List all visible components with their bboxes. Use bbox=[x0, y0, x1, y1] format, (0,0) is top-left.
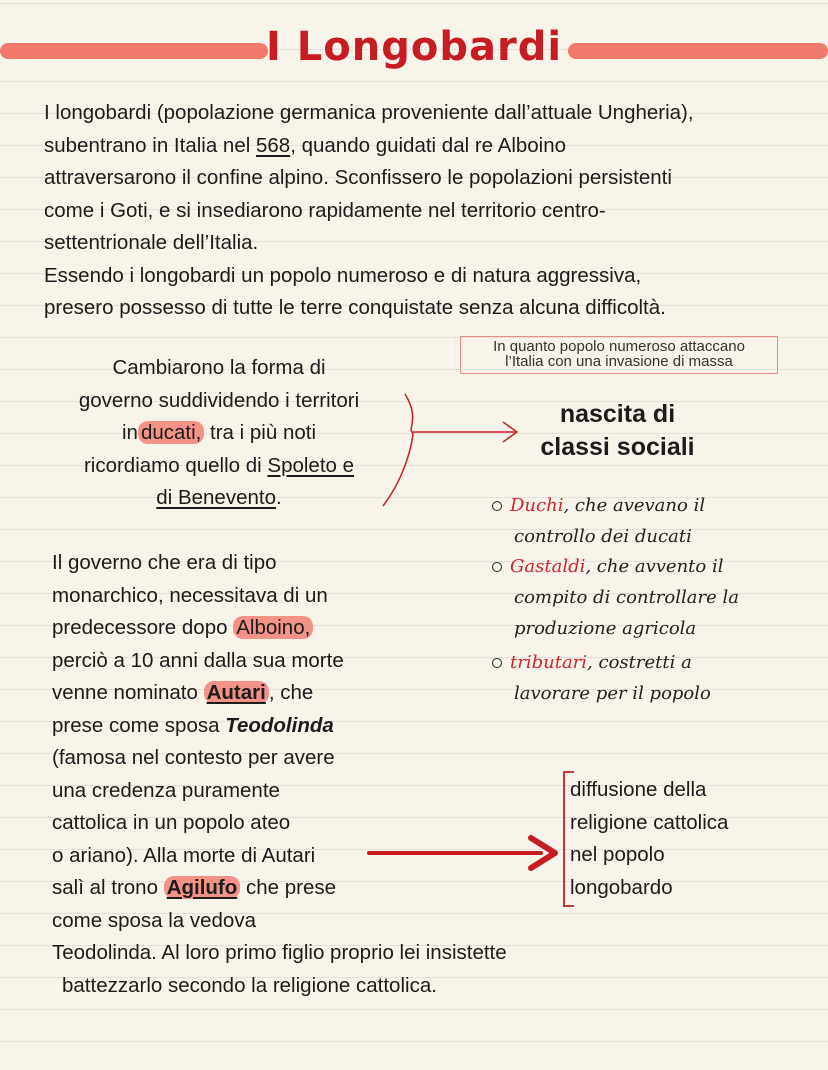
page-title: I Longobardi bbox=[265, 24, 563, 70]
story-line: come sposa la vedova bbox=[52, 908, 256, 932]
story-line: perciò a 10 anni dalla sua morte bbox=[52, 648, 344, 672]
bullet-circle-icon bbox=[492, 501, 502, 511]
note-line: l’Italia con una invasione di massa bbox=[505, 353, 733, 370]
intro-line: subentrano in Italia nel 568, quando guidati dal re Alboino bbox=[44, 133, 567, 157]
story-line: prese come sposa Teodolinda bbox=[52, 713, 334, 737]
class-item-duchi: Duchi, che avevano il controllo dei ducati bbox=[514, 490, 814, 552]
diffusione-block bbox=[570, 774, 810, 904]
story-line: una credenza puramente bbox=[52, 778, 280, 802]
story-line: Il governo che era di tipo bbox=[52, 551, 277, 574]
highlight-alboino: Alboino, bbox=[233, 616, 313, 639]
governo-line: di Benevento. bbox=[156, 486, 282, 509]
class-item-gastaldi: Gastaldi, che avvento il compito di controllare la produzione agricola bbox=[514, 551, 814, 644]
note-line: In quanto popolo numeroso attaccano bbox=[493, 338, 745, 355]
class-name: Gastaldi bbox=[510, 556, 586, 577]
diffusione-line: nel popolo bbox=[570, 843, 665, 866]
story-line: salì al trono Agilufo che prese bbox=[52, 876, 337, 899]
story-line: venne nominato Autari , che bbox=[52, 681, 314, 704]
intro-line: come i Goti, e si insediarono rapidamente nel territorio centro- bbox=[44, 198, 606, 222]
brace-arrow-icon bbox=[375, 390, 525, 510]
nascita-line: classi sociali bbox=[540, 433, 695, 461]
diffusione-line: diffusione della bbox=[570, 778, 707, 801]
story-paragraph bbox=[52, 547, 612, 1002]
teodolinda-name: Teodolinda bbox=[225, 713, 334, 737]
story-line: battezzarlo secondo la religione cattolica. bbox=[62, 973, 437, 997]
governo-line: governo suddividendo i territori bbox=[78, 388, 360, 412]
intro-line: settentrionale dell’Italia. bbox=[44, 231, 259, 254]
nascita-line: nascita di bbox=[559, 400, 676, 428]
highlight-autari: Autari bbox=[204, 681, 269, 704]
governo-line: ricordiamo quello di Spoleto e bbox=[83, 453, 355, 477]
story-line: Teodolinda. Al loro primo figlio proprio lei insistette bbox=[52, 941, 507, 964]
intro-paragraph bbox=[44, 97, 824, 325]
nascita-heading bbox=[505, 398, 730, 464]
highlight-agilufo: Agilufo bbox=[164, 876, 241, 899]
intro-line: attraversarono il confine alpino. Sconfissero le popolazioni persistenti bbox=[44, 166, 672, 189]
intro-line: Essendo i longobardi un popolo numeroso e di natura aggressiva, bbox=[44, 263, 642, 287]
highlight-ducati: ducati, bbox=[138, 421, 204, 444]
story-line: monarchico, necessitava di un bbox=[52, 583, 328, 607]
story-line: o ariano). Alla morte di Autari bbox=[52, 843, 316, 867]
intro-line: presero possesso di tutte le terre conquistate senza alcuna difficoltà. bbox=[44, 296, 666, 319]
story-line: (famosa nel contesto per avere bbox=[52, 746, 335, 769]
underline-benevento: di Benevento bbox=[156, 486, 276, 509]
class-name: tributari bbox=[510, 652, 588, 673]
underline-spoleto: Spoleto e bbox=[267, 453, 355, 477]
year-568: 568 bbox=[255, 133, 291, 157]
side-note-box bbox=[460, 336, 778, 374]
arrow-right-icon bbox=[365, 832, 565, 876]
governo-line: in ducati, tra i più noti bbox=[121, 421, 317, 444]
title-bar-left bbox=[0, 43, 268, 59]
governo-paragraph bbox=[40, 352, 398, 515]
story-line: predecessore dopo Alboino, bbox=[52, 612, 612, 645]
diffusione-line: longobardo bbox=[570, 875, 673, 899]
class-item-tributari: tributari, costretti a lavorare per il popolo bbox=[514, 647, 814, 709]
story-line: cattolica in un popolo ateo bbox=[52, 811, 291, 834]
class-name: Duchi bbox=[510, 495, 564, 516]
title-bar-right bbox=[568, 43, 828, 59]
intro-line: I longobardi (popolazione germanica proveniente dall’attuale Ungheria), bbox=[44, 101, 694, 124]
diffusione-line: religione cattolica bbox=[570, 810, 729, 834]
governo-line: Cambiarono la forma di bbox=[112, 356, 326, 379]
